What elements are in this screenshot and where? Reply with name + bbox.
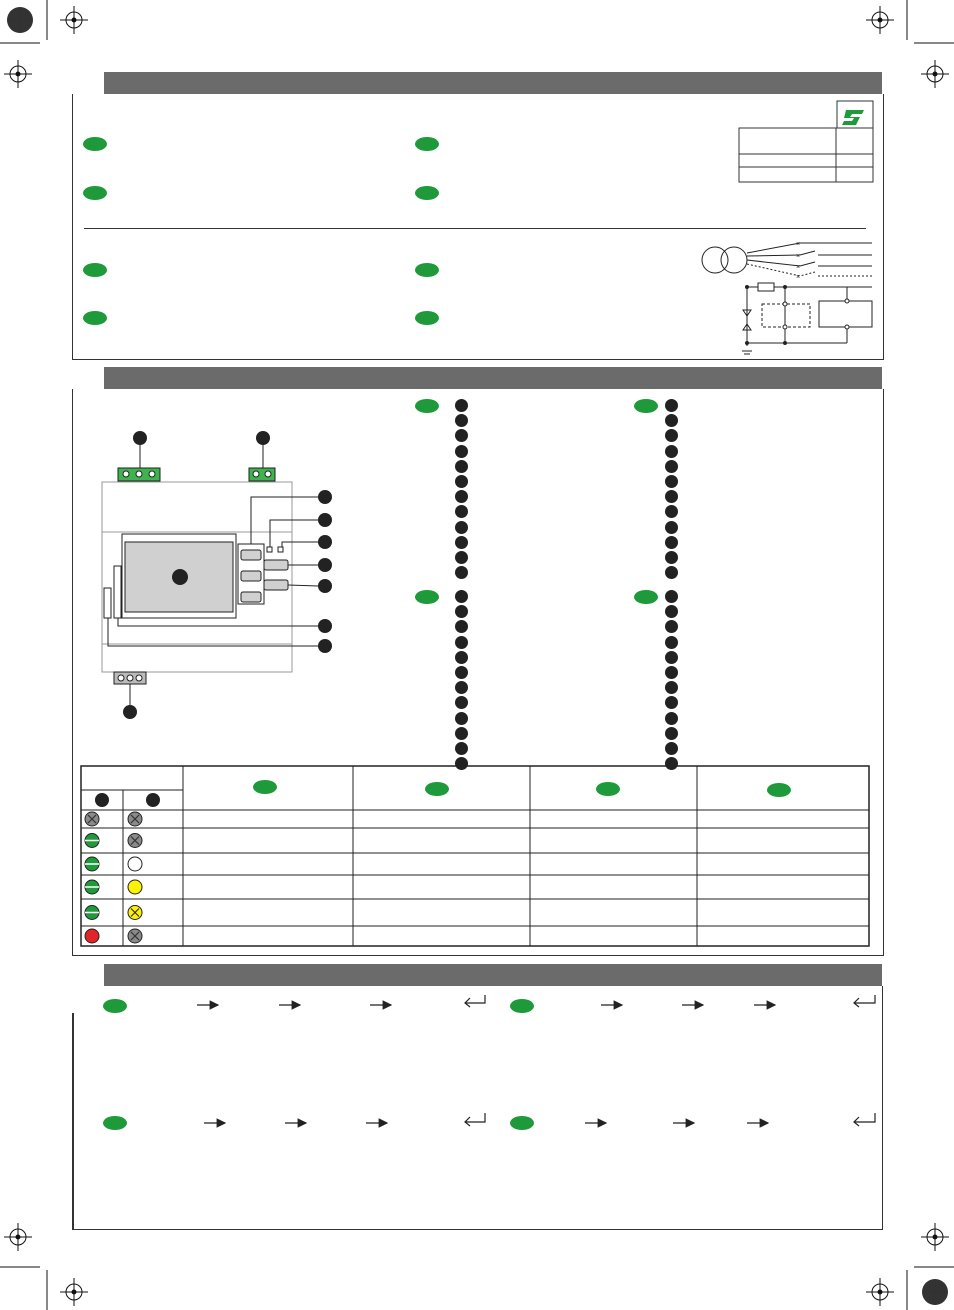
- svg-text:×: ×: [796, 253, 801, 260]
- svg-text:×: ×: [796, 274, 801, 281]
- svg-text:×: ×: [796, 241, 801, 248]
- arrow-right-icon: [197, 1005, 775, 1123]
- return-arrow-icon: [465, 995, 875, 1126]
- svg-text:×: ×: [796, 264, 801, 271]
